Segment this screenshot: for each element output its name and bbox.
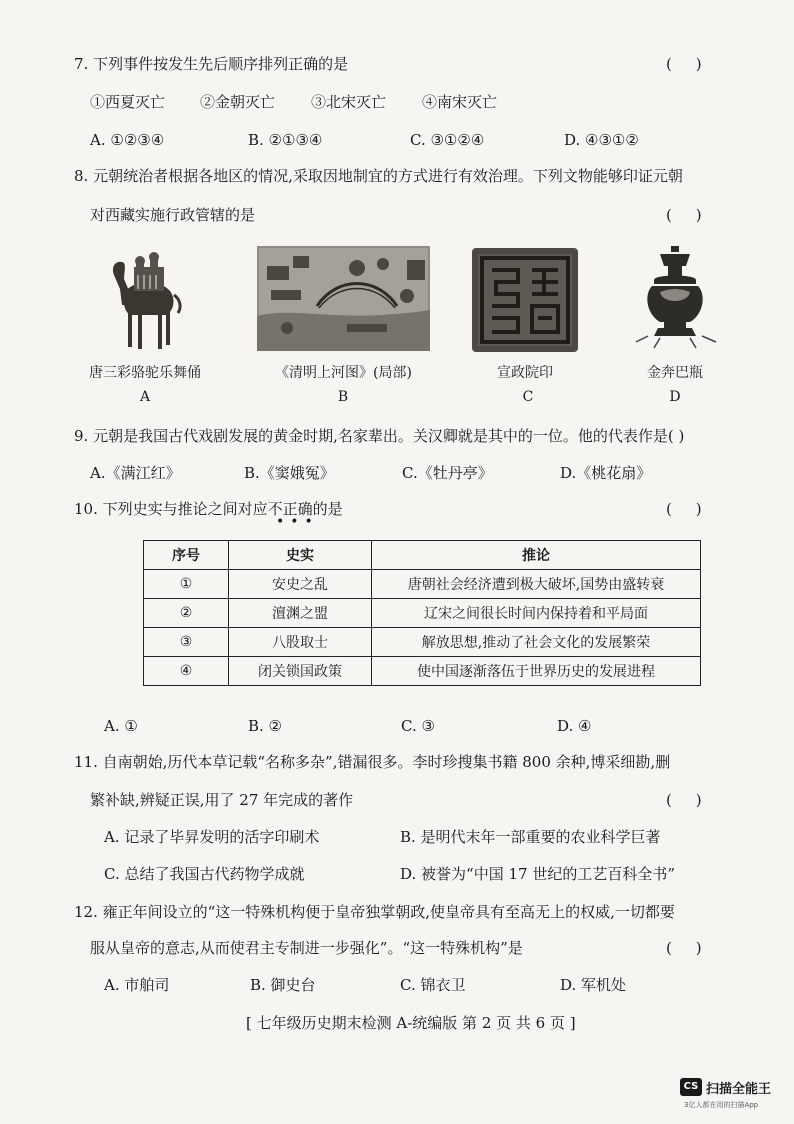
table-cell-index: ①	[144, 570, 229, 599]
letter-a: A	[139, 389, 151, 405]
table-row	[144, 657, 701, 686]
q9-option-b: B.《窦娥冤》	[244, 464, 335, 482]
q7-item-4: ④南宋灭亡	[422, 93, 498, 111]
camel-figurine-image	[100, 245, 190, 355]
q9-option-d: D.《桃花扇》	[560, 464, 652, 482]
camscanner-logo-icon: CS	[680, 1078, 702, 1096]
q12-stem-line2: 服从皇帝的意志,从而使君主专制进一步强化”。“这一特殊机构”是	[90, 939, 523, 957]
q12-option-d: D. 军机处	[560, 976, 627, 994]
q11-answer-paren: ( )	[666, 791, 702, 809]
seal-image	[472, 248, 578, 352]
q7-answer-paren: ( )	[666, 55, 702, 73]
table-cell-fact: 澶渊之盟	[229, 599, 372, 628]
q10-option-c: C. ③	[401, 717, 435, 735]
q7-item-3: ③北宋灭亡	[311, 93, 387, 111]
q7-item-2: ②金朝灭亡	[200, 93, 276, 111]
q11-option-b: B. 是明代末年一部重要的农业科学巨著	[400, 828, 661, 846]
q8-answer-paren: ( )	[666, 206, 702, 224]
emphasis-dots: •••	[276, 514, 319, 530]
q7-option-a: A. ①②③④	[90, 131, 165, 149]
q10-option-b: B. ②	[248, 717, 283, 735]
caption-d: 金奔巴瓶	[647, 365, 703, 381]
table-cell-index: ②	[144, 599, 229, 628]
table-header-index: 序号	[144, 541, 229, 570]
letter-c: C	[522, 389, 534, 405]
table-header-row	[144, 541, 701, 570]
table-cell-index: ③	[144, 628, 229, 657]
letter-d: D	[669, 389, 681, 405]
history-table	[143, 540, 701, 686]
q9-option-c: C.《牡丹亭》	[402, 464, 493, 482]
table-header-fact: 史实	[229, 541, 372, 570]
table-cell-fact: 安史之乱	[229, 570, 372, 599]
q7-option-d: D. ④③①②	[564, 131, 639, 149]
letter-b: B	[337, 389, 349, 405]
q10-stem: 10. 下列史实与推论之间对应不正确的是	[74, 500, 343, 518]
q11-option-d: D. 被誉为“中国 17 世纪的工艺百科全书”	[400, 865, 675, 883]
q11-option-c: C. 总结了我国古代药物学成就	[104, 865, 305, 883]
painting-image	[257, 246, 430, 351]
caption-b: 《清明上河图》(局部)	[275, 365, 412, 381]
table-cell-inference: 辽宋之间很长时间内保持着和平局面	[372, 599, 701, 628]
caption-c: 宣政院印	[497, 365, 553, 381]
q11-option-a: A. 记录了毕昇发明的活字印刷术	[104, 828, 320, 846]
q7-stem: 7. 下列事件按发生先后顺序排列正确的是	[74, 55, 349, 73]
table-cell-inference: 解放思想,推动了社会文化的发展繁荣	[372, 628, 701, 657]
q12-stem-line1: 12. 雍正年间设立的“这一特殊机构便于皇帝独掌朝政,使皇帝具有至高无上的权威,一切都要	[74, 903, 675, 921]
table-row	[144, 599, 701, 628]
q11-stem-line1: 11. 自南朝始,历代本草记载“名称多杂”,错漏很多。李时珍搜集书籍 800 余种,博采细勘,删	[74, 753, 671, 771]
camscanner-name: 扫描全能王	[706, 1082, 772, 1097]
camscanner-tagline: 3亿人都在用的扫描App	[684, 1101, 759, 1109]
table-cell-index: ④	[144, 657, 229, 686]
q7-item-1: ①西夏灭亡	[90, 93, 166, 111]
q12-option-a: A. 市舶司	[104, 976, 170, 994]
q9-option-a: A.《满江红》	[90, 464, 181, 482]
q12-option-b: B. 御史台	[250, 976, 316, 994]
q12-option-c: C. 锦衣卫	[400, 976, 466, 994]
q10-option-d: D. ④	[557, 717, 592, 735]
q11-stem-line2: 繁补缺,辨疑正误,用了 27 年完成的著作	[90, 791, 354, 809]
table-cell-fact: 八股取士	[229, 628, 372, 657]
q7-option-c: C. ③①②④	[410, 131, 485, 149]
q8-stem-line2: 对西藏实施行政管辖的是	[90, 206, 256, 224]
table-cell-fact: 闭关锁国政策	[229, 657, 372, 686]
q10-answer-paren: ( )	[666, 500, 702, 518]
table-row	[144, 570, 701, 599]
table-row	[144, 628, 701, 657]
q10-option-a: A. ①	[104, 717, 138, 735]
page-footer: [ 七年级历史期末检测 A-统编版 第 2 页 共 6 页 ]	[246, 1014, 576, 1032]
table-cell-inference: 使中国逐渐落伍于世界历史的发展进程	[372, 657, 701, 686]
table-cell-inference: 唐朝社会经济遭到极大破坏,国势由盛转衰	[372, 570, 701, 599]
q9-stem: 9. 元朝是我国古代戏剧发展的黄金时期,名家辈出。关汉卿就是其中的一位。他的代表作是( )	[74, 427, 685, 445]
table-header-inference: 推论	[372, 541, 701, 570]
q8-stem-line1: 8. 元朝统治者根据各地区的情况,采取因地制宜的方式进行有效治理。下列文物能够印证元朝	[74, 167, 683, 185]
golden-urn-image	[630, 244, 720, 352]
q12-answer-paren: ( )	[666, 939, 702, 957]
q7-option-b: B. ②①③④	[248, 131, 323, 149]
caption-a: 唐三彩骆驼乐舞俑	[89, 365, 201, 381]
